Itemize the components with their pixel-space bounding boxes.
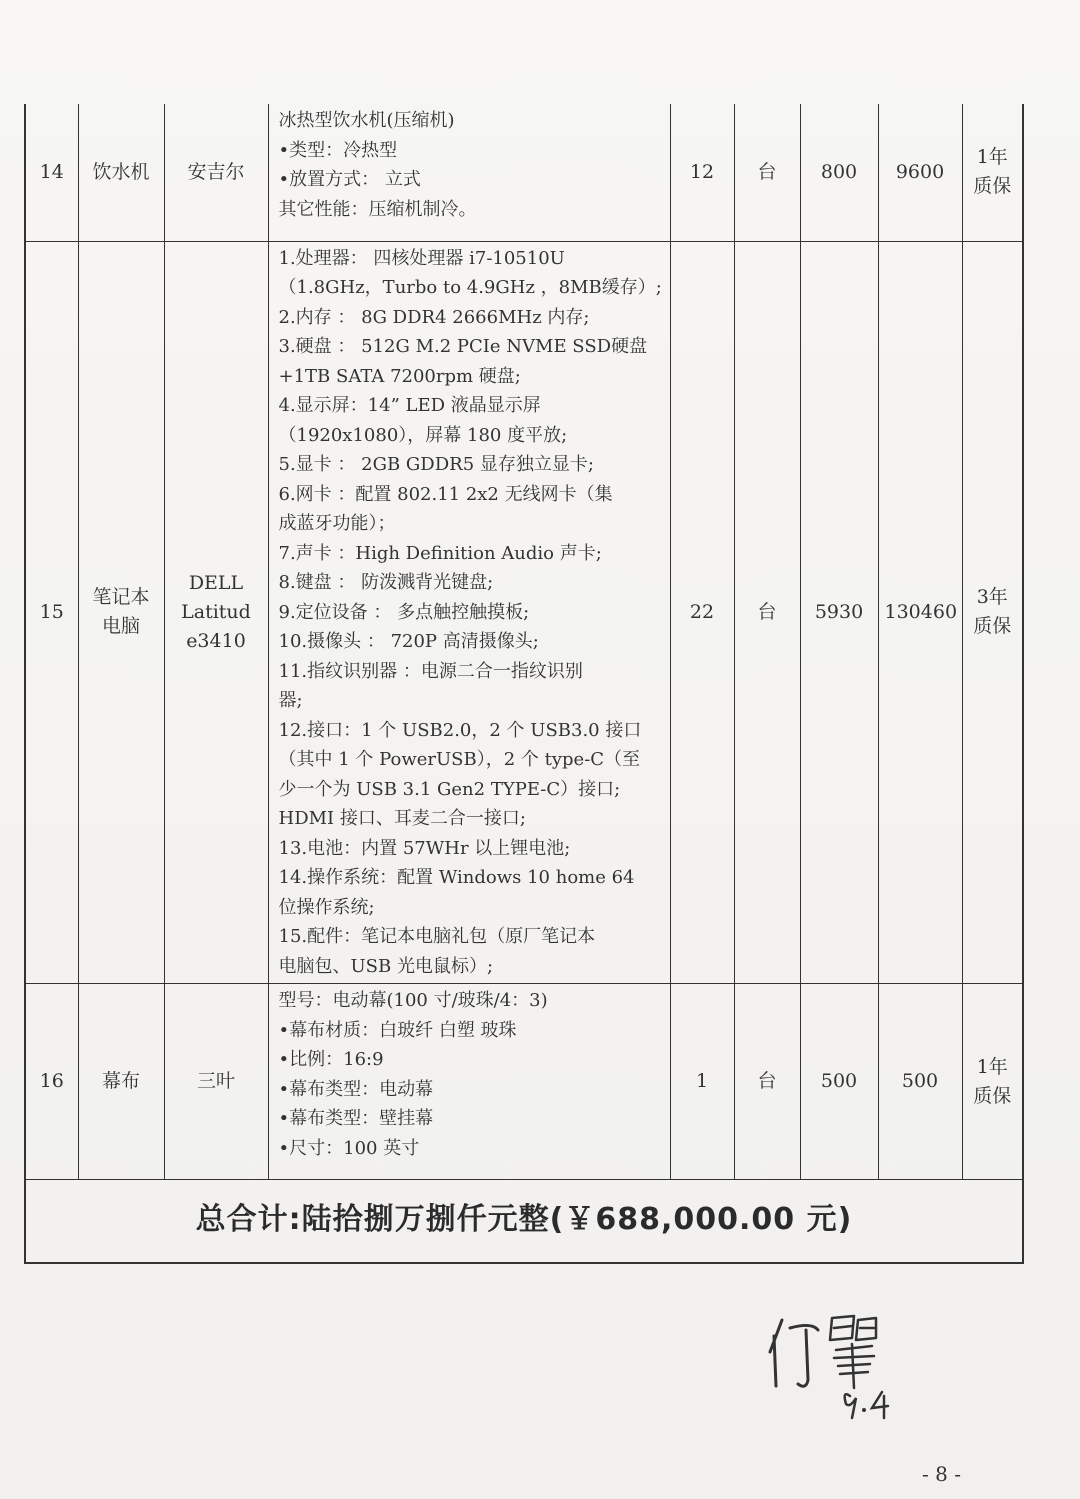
item-brand: 安吉尔 (164, 104, 268, 241)
spec-line: +1TB SATA 7200rpm 硬盘; (278, 365, 521, 387)
spec-line: 15.配件：笔记本电脑礼包（原厂笔记本 (278, 926, 596, 947)
spec-line: 冰热型饮水机(压缩机) (278, 110, 455, 131)
spec-line: •比例：16:9 (278, 1049, 384, 1070)
spec-line: 其它性能：压缩机制冷。 (278, 198, 477, 220)
spec-line: 成蓝牙功能）； (278, 513, 396, 534)
spec-line: 7.声卡 ：High Definition Audio 声卡; (278, 542, 602, 564)
spec-line: 5.显卡 ： 2GB GDDR5 显存独立显卡; (278, 454, 594, 475)
spec-line: （1920x1080），屏幕 180 度平放; (278, 424, 568, 446)
item-spec (268, 984, 670, 1180)
spec-line: •类型：冷热型 (278, 139, 398, 161)
item-total: 130460 (878, 241, 962, 984)
item-brand: 三叶 (164, 984, 268, 1180)
spec-line: （1.8GHz，Turbo to 4.9GHz ，8MB缓存）; (278, 277, 662, 298)
item-name: 幕布 (78, 984, 164, 1180)
item-unit: 台 (734, 241, 800, 984)
item-unit-price: 500 (800, 984, 878, 1180)
row-number: 15 (26, 241, 78, 984)
spec-line: •幕布材质：白玻纤 白塑 玻珠 (278, 1019, 517, 1041)
handwritten-signature (760, 1300, 920, 1420)
item-quantity: 22 (670, 241, 734, 984)
spec-line: 型号：电动幕(100 寸/玻珠/4：3) (278, 990, 548, 1011)
item-name: 笔记本电脑 (78, 241, 164, 984)
spec-line: 10.摄像头 ： 720P 高清摄像头; (278, 631, 539, 652)
table-row (26, 984, 1022, 1180)
item-unit-price: 5930 (800, 241, 878, 984)
spec-line: 器; (278, 690, 303, 711)
item-name: 饮水机 (78, 104, 164, 241)
row-number: 14 (26, 104, 78, 241)
spec-line: 1.处理器： 四核处理器 i7-10510U (278, 247, 565, 269)
spec-line: 6.网卡 ：配置 802.11 2x2 无线网卡（集 (278, 483, 613, 505)
item-unit: 台 (734, 984, 800, 1180)
item-unit: 台 (734, 104, 800, 241)
spec-line: 2.内存 ： 8G DDR4 2666MHz 内存; (278, 306, 590, 328)
page-number: - 8 - (922, 1462, 961, 1486)
spec-line: •尺寸：100 英寸 (278, 1137, 420, 1159)
spec-line: •幕布类型：电动幕 (278, 1078, 434, 1100)
spec-line: 少一个为 USB 3.1 Gen2 TYPE-C）接口; (278, 778, 621, 800)
item-warranty: 1年质保 (962, 104, 1022, 241)
table-row (26, 104, 1022, 241)
spec-line: •幕布类型：壁挂幕 (278, 1108, 434, 1129)
spec-line: 9.定位设备 ： 多点触控触摸板; (278, 601, 530, 623)
row-number: 16 (26, 984, 78, 1180)
spec-line: （其中 1 个 PowerUSB），2 个 type-C（至 (278, 749, 641, 770)
item-unit-price: 800 (800, 104, 878, 241)
table-row (26, 241, 1022, 984)
spec-line: 3.硬盘 ： 512G M.2 PCIe NVME SSD硬盘 (278, 336, 648, 357)
spec-line: 位操作系统; (278, 896, 375, 918)
item-warranty: 3年质保 (962, 241, 1022, 984)
item-spec (268, 241, 670, 984)
spec-line: 11.指纹识别器 ：电源二合一指纹识别 (278, 660, 583, 682)
spec-line: HDMI 接口、耳麦二合一接口; (278, 808, 526, 829)
spec-line: 8.键盘 ： 防泼溅背光键盘; (278, 572, 494, 593)
item-brand: DELL Latitud e3410 (164, 241, 268, 984)
item-quantity: 12 (670, 104, 734, 241)
item-quantity: 1 (670, 984, 734, 1180)
spec-line: 12.接口：1 个 USB2.0，2 个 USB3.0 接口 (278, 719, 642, 741)
item-table (26, 104, 1022, 1180)
item-table-frame (24, 104, 1024, 1264)
spec-line: 14.操作系统：配置 Windows 10 home 64 (278, 867, 635, 888)
spec-line: 电脑包、USB 光电鼠标）; (278, 955, 494, 977)
spec-line: •放置方式： 立式 (278, 169, 421, 190)
item-total: 9600 (878, 104, 962, 241)
spec-line: 4.显示屏：14” LED 液晶显示屏 (278, 395, 541, 416)
item-warranty: 1年质保 (962, 984, 1022, 1180)
spec-line: 13.电池：内置 57WHr 以上锂电池; (278, 837, 571, 859)
grand-total: 总合计:陆拾捌万捌仟元整(￥688,000.00 元) (195, 1202, 853, 1237)
item-total: 500 (878, 984, 962, 1180)
item-spec (268, 104, 670, 241)
